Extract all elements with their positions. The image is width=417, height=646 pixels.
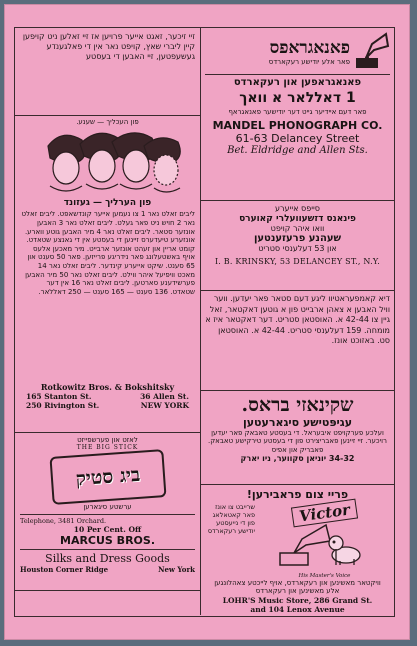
dentist-ad — [205, 294, 390, 388]
cigarette-note: פאבריק און אפיס — [271, 445, 324, 454]
krinsky-line1: סייפס אייערע — [275, 204, 320, 213]
column-divider — [200, 27, 201, 615]
hat-firm: Rotkowitz Bros. & Bokshitsky — [40, 382, 175, 393]
top-notice — [20, 32, 195, 112]
cigar-address: Houston Corner Ridge — [20, 564, 109, 574]
cigar-logo — [49, 449, 166, 505]
hat-address-left-1: 165 Stanton St. — [26, 392, 92, 402]
cigar-logo-text: ביג סטיק — [74, 463, 141, 491]
cigarette-body: ועלכע פערקויפט איבעראל. די בעסטע טאבאק פאר יעדען רויכער. זיי זיינען פאבריצירט פון די בעסטע טירקישע טאבאק. — [207, 429, 388, 446]
hat-ad — [20, 118, 195, 430]
divider — [14, 115, 200, 116]
divider — [200, 484, 394, 485]
phono-price: 1 דאללאר א וואך — [239, 90, 356, 106]
victor-slogan: His Master's Voice — [298, 573, 351, 579]
cigarette-headline: עגיפּטישע סיגארעטען — [242, 416, 353, 429]
phono-brand: פאנאגראפס — [269, 37, 350, 58]
victor-footer: אלע מאשינען און רעקארדס — [255, 587, 340, 596]
krinsky-ad — [205, 204, 390, 288]
hat-address-left-2: 250 Rivington St. — [26, 401, 100, 411]
victor-heading: פריי צום פראבירען! — [246, 488, 349, 501]
divider — [14, 432, 200, 433]
victor-store: LOHR'S Music Store, 286 Grand St. — [222, 595, 373, 605]
divider — [200, 390, 394, 391]
cigarette-address: 34-32 יוניאן סקווער, ניו יארק — [240, 454, 355, 464]
top-notice-text: זיי זיכער, זאגט אייער פרויען אז זיי זאלען ניט קויפען קיין ליברי שאץ, קויפט נאר אין די פאלגענדע געשעפטען, זיי האבען די בעסטע — [22, 32, 195, 61]
cigar-english-brand: THE BIG STICK — [76, 444, 139, 452]
hat-address-right-1: 36 Allen St. — [140, 392, 189, 402]
women-hats-illustration — [20, 126, 195, 198]
krinsky-line4: שעהנע פרעזענטען — [253, 233, 342, 244]
cigar-ad — [20, 436, 195, 588]
cigar-city: New York — [158, 564, 195, 574]
cigarette-brand: שקינאזי בראס. — [241, 394, 354, 416]
phono-headline: פאנאגראפען און רעקארדס — [233, 77, 362, 88]
victor-bottom: וויקטאר מאשינען און רעקארדס, אויף לייכטע צאהלונגען — [214, 579, 381, 587]
victor-side: שרייבט צו אונז פאר קאטאלאג פון די נייעסטע יודישע רעקארדס — [207, 503, 255, 535]
krinsky-line3: וואו איהר קויפט — [270, 223, 325, 233]
hat-heading: פון הערליך — געזונד — [63, 198, 152, 209]
cigar-firm: MARCUS BROS. — [60, 533, 155, 547]
phonograph-ad — [205, 32, 390, 198]
divider — [200, 290, 394, 291]
cigar-goods: Silks and Dress Goods — [45, 551, 170, 565]
dog-gramophone-icon — [270, 523, 380, 569]
cigar-top-line: לאזט און פערשפייזט — [77, 436, 138, 444]
victor-store2: and 104 Lenox Avenue — [250, 604, 345, 613]
phono-between: Bet. Eldridge and Allen Sts. — [227, 145, 368, 157]
phono-firm: MANDEL PHONOGRAPH CO. — [212, 119, 383, 133]
hat-body: ליבים זאלט נאר 1 צו נעמען אייער קונדשאפט. ליבים זאלט נאר 2 חויש ניט פאר געלט. ליבים זאלט נאר 3 האבען אונזער סטאר. ליבים זאלט נאר 4 מיר האבען גוטע ווארע. אונזערע טיעדערס זיינען די בעסטע אין די גאנצע שטאדט. קומט אריין און זעהט אונזער ארבייט. מיר מאכען אלעס אויף באשטעלונג פאר נידריגע פרייזען. פאר 50 סענט און 65 סענט. שיקט אייערע קינדער. ליבים זאלט נאר 14 מאכט וויפיעל איהר ווילט. ליבים זאלט נאר 50 מיר האבען פערשידענע סארטען. ליבים זאלט נאר 16 אין דער שטאדט. 136 סענט — 165 סענט — 250 דאללאר. — [21, 210, 195, 296]
divider — [14, 590, 200, 591]
dentist-body: דיא קאמפעראטיוו ליגע דעם סטאר פאר יעדען. ווער וויל האבען א צאהן ארבייט פון א גוטען דאקטאר, זאל גיין צו 42-44 א. האוסטאן סטריט. דער דאקטאר איז א מומחה. 159 דעלענסי סטריט. 42-44 א. האוסטאן סט. באזוכט אונז. — [205, 294, 390, 345]
victor-logo: Victor — [291, 499, 358, 528]
phono-tag: פאר אלע יודישע רעקארדס — [268, 57, 350, 66]
cigar-bottom-heb: ערשטע סיגארען — [83, 503, 132, 512]
victor-ad — [205, 488, 390, 613]
krinsky-line5: און 53 דעלענסי סטריט — [258, 244, 337, 253]
phono-street: 61-63 Delancey Street — [235, 132, 360, 146]
divider — [200, 200, 394, 201]
phono-small: פאר דעם איידיער גייט דער יודישער פאנאגראף — [228, 108, 367, 116]
hat-caption: פון העכליך — שענע. — [76, 118, 139, 126]
cigarette-ad — [205, 394, 390, 482]
krinsky-firm: I. B. KRINSKY, 53 DELANCEY ST., N.Y. — [214, 256, 381, 266]
krinsky-line2: פינאנס דזשעוועלרי קאוערס — [239, 213, 356, 224]
cigar-discount: 10 Per Cent. Off — [73, 524, 142, 534]
gramophone-icon — [350, 32, 390, 72]
cigar-telephone: Telephone, 3481 Orchard. — [20, 516, 107, 525]
hat-address-right-2: NEW YORK — [140, 401, 189, 411]
